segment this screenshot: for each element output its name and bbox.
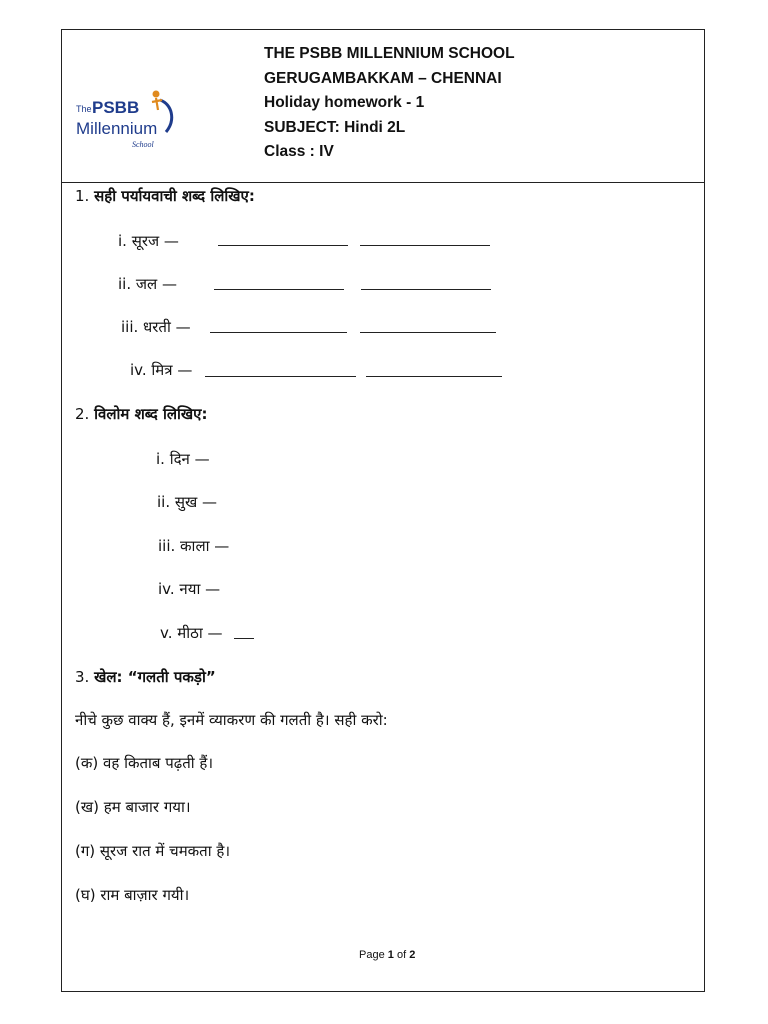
answer-blank[interactable] [366, 364, 502, 377]
question-2-number: 2. [75, 405, 90, 423]
question-3-instruction: नीचे कुछ वाक्य हैं, इनमें व्याकरण की गलती है। सही करो: [75, 711, 388, 729]
q1-item-label: i. सूरज — [118, 232, 179, 250]
homework-title: Holiday homework - 1 [264, 94, 425, 112]
answer-blank[interactable] [210, 320, 347, 333]
q2-item-label: v. मीठा — [160, 624, 223, 642]
q1-item-label: iv. मित्र — [130, 361, 193, 379]
sentence-kha: (ख) हम बाजार गया। [75, 798, 191, 816]
answer-blank[interactable] [205, 364, 356, 377]
logo-millennium: Millennium [76, 119, 158, 138]
q2-item-label: ii. सुख — [157, 493, 218, 511]
q1-item-label: ii. जल — [118, 275, 177, 293]
logo-figure-head [153, 91, 160, 98]
logo-the: The [76, 104, 92, 114]
header-text-block [264, 42, 515, 165]
sentence-ga: (ग) सूरज रात में चमकता है। [75, 842, 231, 860]
subject-line: SUBJECT: Hindi 2L [264, 118, 406, 136]
answer-blank[interactable] [360, 233, 490, 246]
answer-blank[interactable] [214, 277, 344, 290]
q2-item-4 [158, 579, 220, 599]
q1-item-label: iii. धरती — [121, 318, 191, 336]
campus-name: GERUGAMBAKKAM – CHENNAI [264, 69, 502, 87]
question-1-heading [75, 186, 255, 206]
q2-item-label: iii. काला — [158, 537, 230, 555]
of-word: of [396, 949, 407, 961]
logo-figure-body [152, 98, 162, 110]
page-word: Page [359, 949, 385, 961]
q2-item-label: iv. नया — [158, 580, 221, 598]
q2-item-3 [158, 536, 229, 556]
q1-item-4 [130, 360, 192, 380]
page-current: 1 [387, 949, 394, 961]
question-3-number: 3. [75, 668, 90, 686]
logo-psbb: PSBB [92, 98, 140, 117]
header [62, 30, 704, 183]
question-1-title: सही पर्यायवाची शब्द लिखिए: [94, 187, 255, 205]
question-2-title: विलोम शब्द लिखिए: [94, 405, 208, 423]
question-3-title: खेल: “गलती पकड़ो” [94, 668, 216, 686]
q2-item-label: i. दिन — [156, 450, 210, 468]
question-1-number: 1. [75, 187, 90, 205]
school-logo [72, 82, 182, 158]
page-total: 2 [409, 949, 416, 961]
question-3-heading [75, 667, 216, 687]
sentence-gha: (घ) राम बाज़ार गयी। [75, 886, 190, 904]
q1-item-3 [121, 317, 191, 337]
q2-item-2 [157, 492, 217, 512]
answer-blank[interactable] [361, 277, 491, 290]
logo-swoosh [160, 100, 172, 132]
answer-blank[interactable] [360, 320, 496, 333]
class-line: Class : IV [264, 143, 334, 161]
question-2-heading [75, 404, 207, 424]
sentence-ka: (क) वह किताब पढ़ती हैं। [75, 754, 214, 772]
q1-item-1 [118, 231, 179, 251]
logo-school: School [132, 140, 154, 149]
answer-blank[interactable] [234, 626, 254, 639]
q2-item-1 [156, 449, 210, 469]
answer-blank[interactable] [218, 233, 348, 246]
page-number [359, 949, 415, 961]
q2-item-5 [160, 623, 222, 643]
school-name: THE PSBB MILLENNIUM SCHOOL [264, 45, 515, 62]
q1-item-2 [118, 274, 177, 294]
